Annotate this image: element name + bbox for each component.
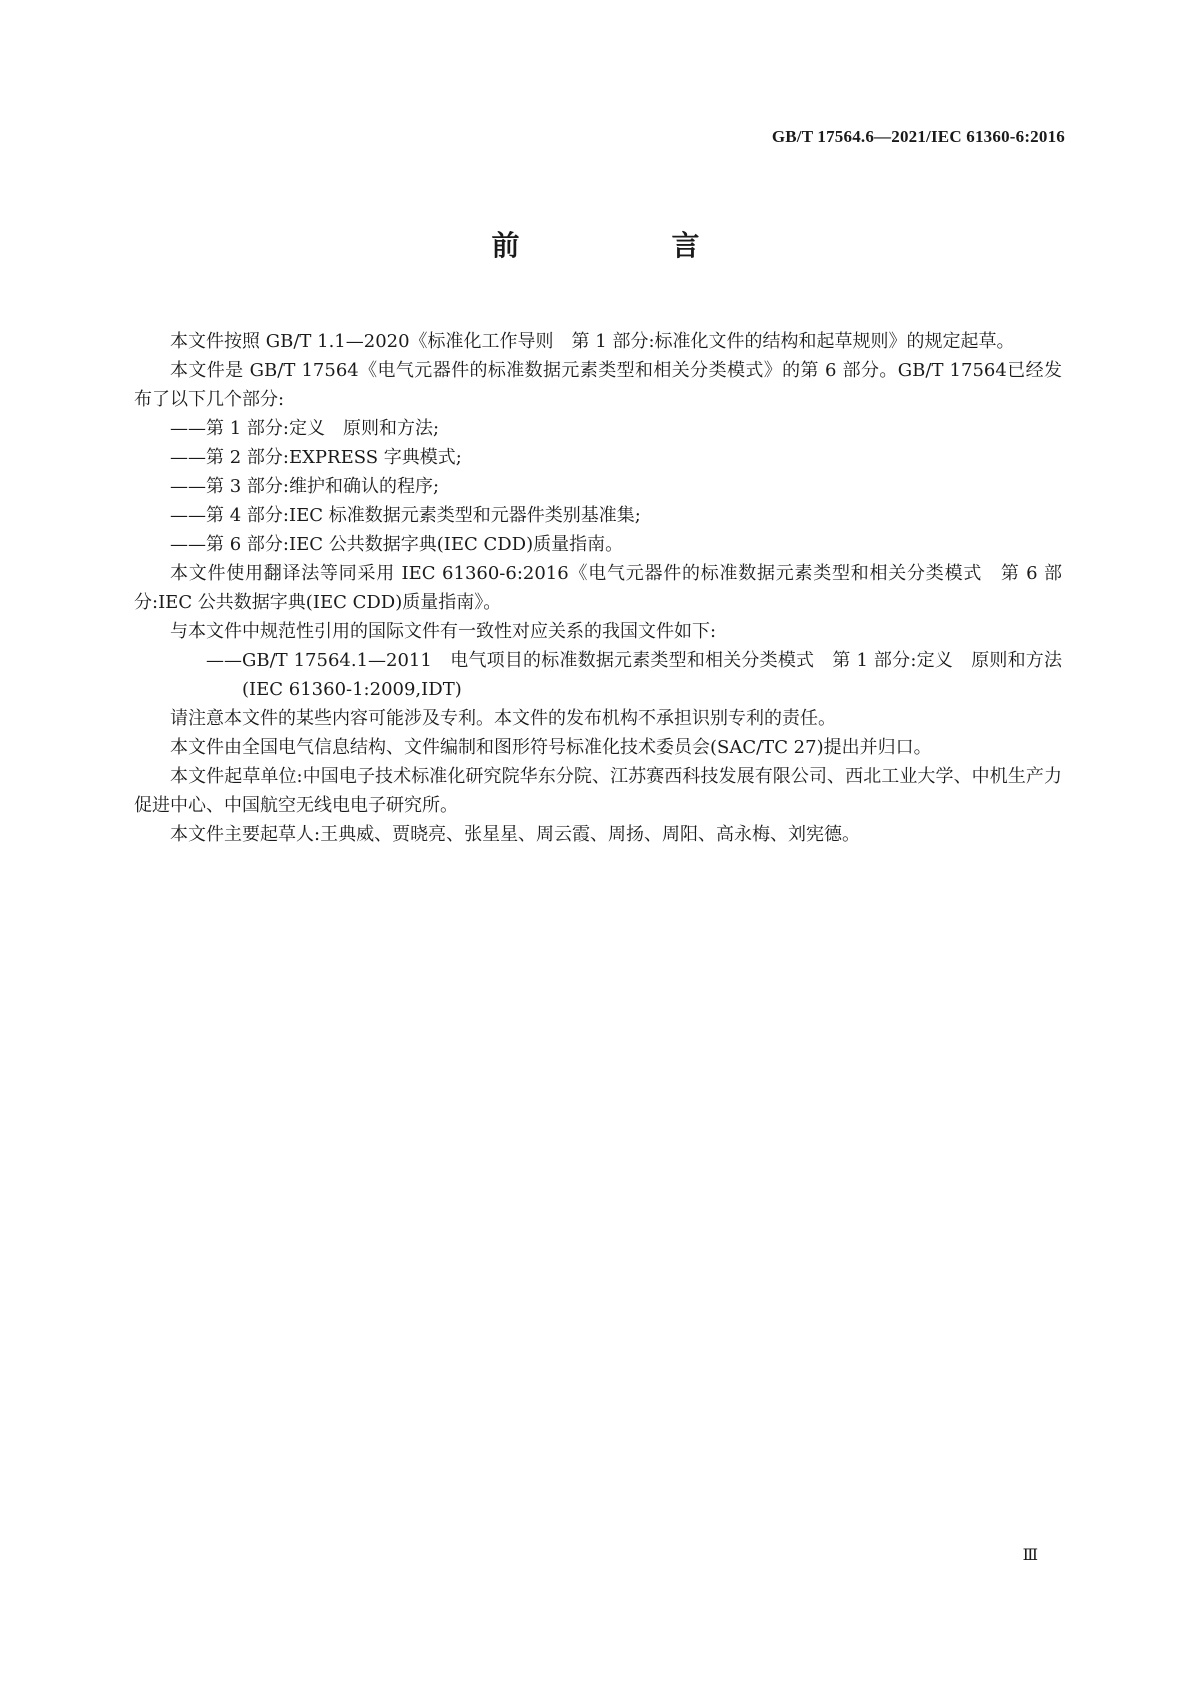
- paragraph-committee: 本文件由全国电气信息结构、文件编制和图形符号标准化技术委员会(SAC/TC 27)提出并归口。: [170, 737, 932, 758]
- page-title: 前 言: [491, 229, 762, 262]
- standard-code: GB/T 17564.6—2021/IEC 61360-6:2016: [771, 127, 1065, 146]
- list-item-text: 第 1 部分:定义 原则和方法;: [206, 418, 440, 439]
- dash: ——: [170, 447, 206, 468]
- reference-item: [170, 646, 1062, 704]
- paragraph-drafters: 本文件主要起草人:王典威、贾晓亮、张星星、周云霞、周扬、周阳、高永梅、刘宪德。: [170, 824, 861, 845]
- list-item: [134, 472, 1062, 501]
- list-item-text: 第 3 部分:维护和确认的程序;: [206, 476, 440, 497]
- paragraph-translation: 本文件使用翻译法等同采用 IEC 61360-6:2016《电气元器件的标准数据元素类型和相关分类模式 第 6 部分:IEC 公共数据字典(IEC CDD)质量指南》。: [134, 563, 1062, 613]
- list-item-text: 第 2 部分:EXPRESS 字典模式;: [206, 447, 462, 468]
- dash: ——: [170, 534, 206, 555]
- paragraph-correspondence: 与本文件中规范性引用的国际文件有一致性对应关系的我国文件如下:: [170, 621, 717, 642]
- dash: ——: [170, 505, 206, 526]
- dash: ——: [170, 418, 206, 439]
- dash: ——: [206, 650, 242, 671]
- document-body: [134, 327, 1062, 849]
- paragraph-drafting-rules: 本文件按照 GB/T 1.1—2020《标准化工作导则 第 1 部分:标准化文件的结构和起草规则》的规定起草。: [170, 331, 1015, 352]
- paragraph-series-info: 本文件是 GB/T 17564《电气元器件的标准数据元素类型和相关分类模式》的第 6 部分。GB/T 17564已经发布了以下几个部分:: [134, 360, 1062, 410]
- list-item: [134, 501, 1062, 530]
- page-number: Ⅲ: [1022, 1547, 1038, 1564]
- list-item: [134, 530, 1062, 559]
- paragraph-drafting-units: 本文件起草单位:中国电子技术标准化研究院华东分院、江苏赛西科技发展有限公司、西北工业大学、中机生产力促进中心、中国航空无线电电子研究所。: [134, 766, 1062, 816]
- reference-text: GB/T 17564.1—2011 电气项目的标准数据元素类型和相关分类模式 第 1 部分:定义 原则和方法(IEC 61360-1:2009,IDT): [242, 650, 1062, 700]
- list-item-text: 第 4 部分:IEC 标准数据元素类型和元器件类别基准集;: [206, 505, 641, 526]
- list-item-text: 第 6 部分:IEC 公共数据字典(IEC CDD)质量指南。: [206, 534, 624, 555]
- paragraph-patent: 请注意本文件的某些内容可能涉及专利。本文件的发布机构不承担识别专利的责任。: [170, 708, 836, 729]
- dash: ——: [170, 476, 206, 497]
- list-item: [134, 414, 1062, 443]
- list-item: [134, 443, 1062, 472]
